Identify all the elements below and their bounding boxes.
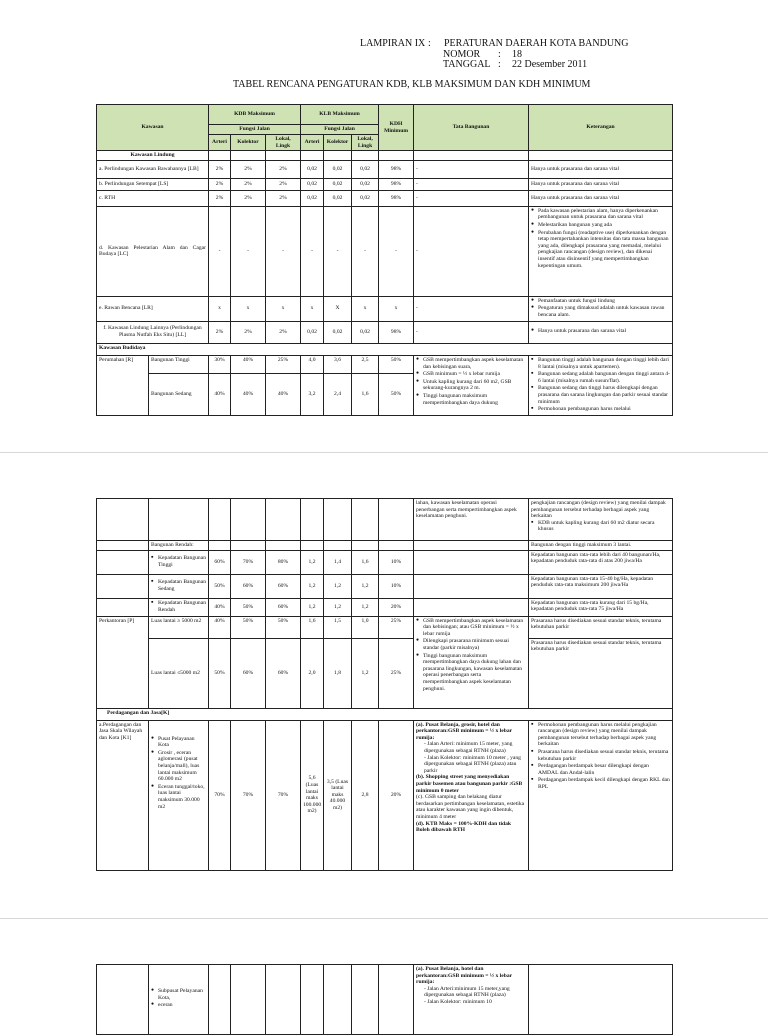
cell-kdb-kolektor: 40% [231,374,266,416]
list-item: ▪ Prasarana harus disediakan sesuai standar teknis, terutama kebutuhan parkir [531,749,670,762]
list-item: ▪ Bangunan sedang adalah bangunan dengan tinggi antara 4-6 lantai (misalnya rumah susun/flat). [531,371,670,384]
cell-keterangan: Hanya untuk prasarana dan sarana vital [529,160,673,178]
col-kdb-lokal: Lokal, Lingk [266,135,301,151]
col-klb-kolektor: Kolektor [324,135,352,151]
cell-kdb-arteri: 2% [209,190,231,206]
row-group-perdagangan: a.Perdagangan dan Jasa Skala Wilayah dan Kota [K1] [97,720,149,870]
cell-kdh: 98% [379,160,414,178]
cell-klb-kolektor: - [324,206,352,296]
cell-kdh: 20% [379,720,414,870]
cell-keterangan [529,499,673,541]
table-row [97,638,673,708]
cell-klb-arteri: 5,6 (Luas lantai maks 100.000 m2) [301,720,324,870]
tanggal-label: TANGGAL [443,59,491,70]
cell-klb-kolektor: 1,4 [324,550,352,574]
cell-keterangan [529,296,673,321]
cell-kdh: 98% [379,190,414,206]
cell-tata [414,720,529,870]
header-row-1 [97,105,673,125]
section-row-perdagangan [97,708,673,720]
cell-tata [414,616,529,708]
list-item: ● Eceran tunggal/toko, luas lantai maksimum 30.000 m2 [151,784,206,810]
cell-kdb-kolektor: 60% [231,638,266,708]
cell-kdb-kolektor: 2% [231,160,266,178]
cell-kdb-arteri: 50% [209,638,231,708]
keterangan-list [531,298,670,319]
cell-kdb-kolektor: - [231,206,266,296]
tata-item: - Jalan Kolektor: minimum 10 [424,998,492,1005]
cell-klb-kolektor: 1,5 [324,616,352,638]
cell-klb-arteri: 3,2 [301,374,324,416]
section-title-budidaya: Kawasan Budidaya [97,343,673,355]
cell-klb-kolektor: 0,02 [324,160,352,178]
tata-list [416,618,526,693]
cell-kdh: 50% [379,356,414,374]
col-kdb-group: KDB Maksimum [209,105,301,125]
cell-kdb-lokal: 25% [266,356,301,374]
table-page-2 [96,498,673,871]
list-item: ● eceran [151,1002,206,1009]
cell-kdh: 10% [379,574,414,598]
section-row-budidaya [97,343,673,355]
list-item: ▪ Perdagangan berdampak kecil dilengkapi dengan RKL dan RPL [531,777,670,790]
cell-kdb-lokal: 50% [266,616,301,638]
section-row-lindung [97,151,673,161]
col-kdb-arteri: Arteri [209,135,231,151]
row-name: a. Perlindungan Kawasan Bawahannya [LB] [97,160,209,178]
cell-keterangan: Bangunan dengan tinggi maksimum 3 lantai. [529,541,673,551]
cell-kdh: 98% [379,178,414,190]
cell-kdh: 25% [379,616,414,638]
cell-tata [414,356,529,416]
tanggal-separator: : [498,59,501,70]
cell-kdh: 20% [379,598,414,616]
list-item: ● Tinggi bangunan maksimum mempertimbangkan daya dukung [416,393,526,406]
list-item: ● Perubahan fungsi (readaptive use) diperkenankan dengan tetap mempertahankan intensitas dan tata massa bangunan yang ada, dilengkapi prasarana yang memadai, melalui pengkajian rancangan (design review), dan dikenai insentif atau disinsentif yang mempertimbangkan kepentingan umum. [531,230,670,270]
table-row [97,190,673,206]
table-row [97,296,673,321]
list-item: ● Melestarikan bangunan yang ada [531,222,670,229]
list-item: ▪ Permohonan pembangunan harus melalui [531,406,670,413]
keterangan-list [531,357,670,413]
cell-keterangan: Kepadatan bangunan rata-rata 15-40 bg/Ha, kepadatan penduduk rata-rata maksimum 200 jiwa/Ha [529,574,673,598]
table-row [97,178,673,190]
cell-klb-arteri: 0,02 [301,160,324,178]
page-separator [0,452,768,453]
row-group-perumahan: Perumahan [R] [97,356,149,416]
cell-klb-lokal: 1,6 [352,550,379,574]
document-title: TABEL RENCANA PENGATURAN KDB, KLB MAKSIMUM DAN KDH MINIMUM [233,79,591,90]
cell-klb-lokal: 0,02 [352,321,379,343]
table-row [97,321,673,343]
list-item: ● Subpusat Pelayanan Kota, [151,988,206,1001]
cell-tata: lahan, kawasan keselamatan operasi penerbangan serta mempertimbangkan aspek keselamatan penghuni. [414,499,529,541]
cell-kdb-lokal: 70% [266,720,301,870]
cell-klb-arteri: 1,2 [301,550,324,574]
cell-klb-lokal: 1,2 [352,598,379,616]
cell-kdb-kolektor: 50% [231,616,266,638]
keterangan-text: pengkajian rancangan (design review) yang menilai dampak pembangunan tersebut terhadap berbagai aspek yang berkaitan [531,500,666,520]
cell-keterangan: Prasarana harus disediakan sesuai standar teknis, terutama kebutuhan parkir [529,638,673,708]
row-name [149,720,209,870]
col-kawasan: Kawasan [97,105,209,151]
cell-kdb-kolektor: 70% [231,720,266,870]
tata-item: (a). Pusat Belanja, hotel dan perkantoran:GSB minimum = ½ x lebar rumija: [416,966,513,986]
row-name: f. Kawasan Lindung Lainnya (Perlindungan Plasma Nutfah Eks Situ) [LL] [97,321,209,343]
nomor-separator: : [498,49,501,60]
cell-kdb-lokal: x [266,296,301,321]
cell-kdb-lokal: 2% [266,190,301,206]
row-name: Luas lantai ≤5000 m2 [149,638,209,708]
list-item: ● Tinggi bangunan maksimum mempertimbangkan daya dukung lahan dan prasarana lingkungan, kawasan keselamatan operasi penerbangan serta mempertimbangkan aspek keselamatan penghuni. [416,653,526,693]
cell-kdb-kolektor: 60% [231,574,266,598]
list-item: ● Dilengkapi prasarana minimum sesuai standar (parkir misalnya) [416,638,526,651]
col-klb-group: KLB Maksimum [301,105,379,125]
cell-klb-arteri: 0,02 [301,190,324,206]
cell-klb-lokal: 2,5 [352,356,379,374]
cell-klb-lokal: 2,8 [352,720,379,870]
cell-kdb-lokal: - [266,206,301,296]
nomor-value: 18 [512,49,522,60]
cell-kdb-lokal: 60% [266,598,301,616]
list-item: ● Untuk kapling kurang dari 60 m2, GSB sekurang-kurangnya 2 m. [416,379,526,392]
cell-klb-lokal: - [352,206,379,296]
cell-klb-arteri: 0,02 [301,321,324,343]
list-item: ▪ Permohonan pembangunan harus melalui pengkajian rancangan (design review) yang menilai dampak pembangunan tersebut terhadap berbagai aspek yang berkaitan [531,722,670,748]
list-item: ● Grosir , eceran aglomerasi (pusat belanja/mall), luas lantai maksimum 60.000 m2 [151,750,206,783]
row-name: Luas lantai ≥ 5000 m2 [149,616,209,638]
cell-kdb-kolektor: 2% [231,321,266,343]
cell-klb-lokal: 0,02 [352,190,379,206]
col-keterangan: Keterangan [529,105,673,151]
row-group-perkantoran: Perkantoran [P] [97,616,149,708]
col-klb-lokal: Lokal, Lingk [352,135,379,151]
cell-klb-lokal: 0,02 [352,160,379,178]
cell-kdb-arteri: 40% [209,616,231,638]
table-row [97,720,673,870]
col-tata-bangunan: Tata Bangunan [414,105,529,151]
cell-kdb-kolektor: x [231,296,266,321]
keterangan-list [531,722,670,791]
cell-tata: - [414,321,529,343]
cell-klb-kolektor: 0,02 [324,321,352,343]
cell-klb-kolektor: 1,2 [324,598,352,616]
cell-kdb-kolektor: 2% [231,190,266,206]
cell-klb-arteri: 1,6 [301,616,324,638]
list-item: ▪ Bangunan tinggi adalah bangunan dengan tinggi lebih dari 8 lantai (misalnya untuk apartemen). [531,357,670,370]
row-name: Bangunan Tinggi [149,356,209,374]
cell-kdb-arteri: 40% [209,598,231,616]
cell-kdb-arteri: 30% [209,356,231,374]
cell-kdb-kolektor: 70% [231,550,266,574]
list-item: ● Pada kawasan pelestarian alam, hanya diperkenankan pembangunan untuk prasarana dan sarana vital [531,208,670,221]
col-kdb-kolektor: Kolektor [231,135,266,151]
cell-kdh: 98% [379,321,414,343]
keterangan-list [531,328,670,335]
tata-item: (b). Shopping street yang menyediakan parkir basemen atau bangunan parkir :GSB minimum 0 meter [416,774,523,794]
cell-kdb-arteri: 2% [209,160,231,178]
cell-klb-kolektor: 1,8 [324,638,352,708]
cell-klb-lokal: 1,2 [352,574,379,598]
table-row [97,499,673,541]
cell-kdb-arteri: 70% [209,720,231,870]
cell-klb-kolektor: 2,4 [324,374,352,416]
lampiran-separator: : [428,38,431,49]
table-row [97,598,673,616]
cell-tata: - [414,206,529,296]
cell-klb-lokal: 0,02 [352,178,379,190]
lampiran-value: PERATURAN DAERAH KOTA BANDUNG [444,38,629,49]
list-item: ● Pengaturan yang dimaksud adalah untuk kawasan rawan bencana alam. [531,305,670,318]
cell-kdb-lokal: 80% [266,550,301,574]
cell-kdb-arteri: 40% [209,374,231,416]
cell-klb-lokal: x [352,296,379,321]
cell-kdb-arteri: 2% [209,321,231,343]
tata-item: - Jalan Kolektor: minimum 10 meter , yang dipergunakan sebagai RTNH (plaza) atau parkir [424,754,521,774]
table-page-3 [96,964,673,1035]
cell-kdb-kolektor: 50% [231,598,266,616]
table-row [97,541,673,551]
cell-kdb-arteri: 2% [209,178,231,190]
table-row [97,160,673,178]
cell-kdb-arteri: 60% [209,550,231,574]
list-item: ● GSB mempertimbangkan aspek keselamatan dan kebisingan suara, [416,357,526,370]
cell-keterangan [529,720,673,870]
tata-item: (a). Pusat Belanja, grosir, hotel dan perkantoran:GSB minimum = ½ x lebar rumija: [416,721,513,741]
nomor-label: NOMOR [443,49,481,60]
list-item: ● GSB minimum = ½ x lebar rumija [416,371,526,378]
tanggal-value: 22 Desember 2011 [512,59,588,70]
cell-tata: - [414,296,529,321]
cell-kdb-lokal: 2% [266,321,301,343]
list-item: ● Hanya untuk prasarana dan sarana vital [531,328,670,335]
section-title-perdagangan: Perdagangan dan Jasa[K] [97,708,673,720]
cell-kdb-lokal: 60% [266,574,301,598]
tata-item: - Jalan Arteri:minimum 15 meter,yang dipergunakan sebagai RTNH (plaza) [424,985,510,999]
cell-keterangan: Kepadatan bangunan rata-rata kurang dari 15 bg/Ha, kepadatan penduduk rata-rata 75 jiwa/Ha [529,598,673,616]
cell-tata: - [414,190,529,206]
row-name: Bangunan Rendah: [149,541,209,551]
list-item: ▪ KDB untuk kapling kurang dari 60 m2 diatur secara khusus [531,520,670,533]
cell-kdb-kolektor: 40% [231,356,266,374]
cell-kdh: 50% [379,374,414,416]
cell-kdh: 10% [379,550,414,574]
list-item: ▪ Kepadatan Bangunan Sedang [151,579,206,592]
cell-kdb-lokal: 2% [266,160,301,178]
row-name: e. Rawan Bencana [LR] [97,296,209,321]
cell-keterangan: Prasarana harus disediakan sesuai standar teknis, terutama kebutuhan parkir [529,616,673,638]
cell-klb-kolektor: 1,2 [324,574,352,598]
lampiran-label: LAMPIRAN IX [360,38,426,49]
col-klb-fungsi-jalan: Fungsi Jalan [301,125,379,135]
cell-kdb-lokal: 2% [266,178,301,190]
cell-tata: - [414,160,529,178]
tata-item: (d). KTB Maks = 100%-KDH dan tidak Boleh dibawah RTH [416,820,512,834]
table-row [97,206,673,296]
cell-kdb-arteri: - [209,206,231,296]
cell-klb-arteri: 0,02 [301,178,324,190]
col-klb-arteri: Arteri [301,135,324,151]
cell-klb-arteri: - [301,206,324,296]
keterangan-list [531,208,670,269]
tata-list [416,357,526,406]
cell-keterangan: Kepadatan bangunan rata-rata lebih dari 40 bangunan/Ha, kepadatan penduduk rata-rata di atas 200 jiwa/Ha [529,550,673,574]
cell-kdb-arteri: 50% [209,574,231,598]
col-kdb-fungsi-jalan: Fungsi Jalan [209,125,301,135]
page-separator [0,918,768,919]
cell-klb-lokal: 1,2 [352,638,379,708]
row-name: b. Perlindungan Setempat [LS] [97,178,209,190]
row-name: d. Kawasan Pelestarian Alam dan Cagar Budaya [LC] [97,206,209,296]
list-item: ● Pemanfaatan untuk fungsi lindung [531,298,670,305]
table-row [97,356,673,374]
cell-kdb-lokal: 60% [266,638,301,708]
cell-tata: - [414,178,529,190]
cell-keterangan [529,356,673,416]
tata-item: - Jalan Arteri: minimum 15 meter, yang dipergunakan sebagai RTNH (plaza) [424,741,513,754]
col-kdh: KDH Minimum [379,105,414,151]
cell-klb-lokal: 1,0 [352,616,379,638]
cell-klb-kolektor: 3,5 (Luas lantai maks 40.000 m2) [324,720,352,870]
cell-kdb-kolektor: 2% [231,178,266,190]
table-row [97,574,673,598]
row-name [149,965,209,1035]
tata-item: (c). GSB samping dan belakang diatur berdasarkan pertimbangan keselamatan, estetika atau karakter kawasan yang ingin dibentuk, minimum 4 meter [416,794,525,820]
sub-list [151,988,206,1009]
table-row [97,965,673,1035]
list-item: ▪ Kepadatan Bangunan Rendah [151,600,206,613]
list-item: ● GSB mempertimbangkan aspek keselamatan dan kebisingan; atau GSB minimum = ½ x lebar rumija [416,618,526,638]
cell-kdb-lokal: 40% [266,374,301,416]
section-title-lindung: Kawasan Lindung [97,151,209,161]
table-row [97,550,673,574]
cell-klb-arteri: 2,0 [301,638,324,708]
list-item: ▪ Kepadatan Bangunan Tinggi [151,555,206,568]
cell-kdh: - [379,206,414,296]
cell-klb-kolektor: 0,02 [324,178,352,190]
row-name [149,598,209,616]
list-item: ▪ Perdagangan berdampak besar dilengkapi dengan AMDAL dan Andal-lalin [531,763,670,776]
cell-klb-lokal: 1,6 [352,374,379,416]
cell-kdb-arteri: x [209,296,231,321]
cell-kdh: 25% [379,638,414,708]
cell-klb-kolektor: X [324,296,352,321]
table-row [97,616,673,638]
row-name [149,550,209,574]
row-name [149,574,209,598]
cell-klb-arteri: 1,2 [301,598,324,616]
cell-tata [414,965,529,1035]
keterangan-list [531,520,670,533]
cell-klb-arteri: 1,2 [301,574,324,598]
cell-klb-kolektor: 0,02 [324,190,352,206]
list-item: ▪ Bangunan sedang dan tinggi harus dilengkapi dengan prasarana dan sarana lingkungan dan parkir sesuai standar minimum [531,385,670,405]
sub-list [151,736,206,811]
cell-kdh: x [379,296,414,321]
cell-keterangan: Hanya untuk prasarana dan sarana vital [529,178,673,190]
row-name: Bangunan Sedang [149,374,209,416]
row-name: c. RTH [97,190,209,206]
list-item: ● Pusat Pelayanan Kota [151,736,206,749]
cell-klb-kolektor: 3,6 [324,356,352,374]
cell-keterangan: Hanya untuk prasarana dan sarana vital [529,190,673,206]
cell-klb-arteri: 4,0 [301,356,324,374]
cell-keterangan [529,206,673,296]
table-page-1 [96,104,673,356]
table-perumahan [96,355,673,416]
cell-klb-arteri: x [301,296,324,321]
cell-keterangan [529,321,673,343]
